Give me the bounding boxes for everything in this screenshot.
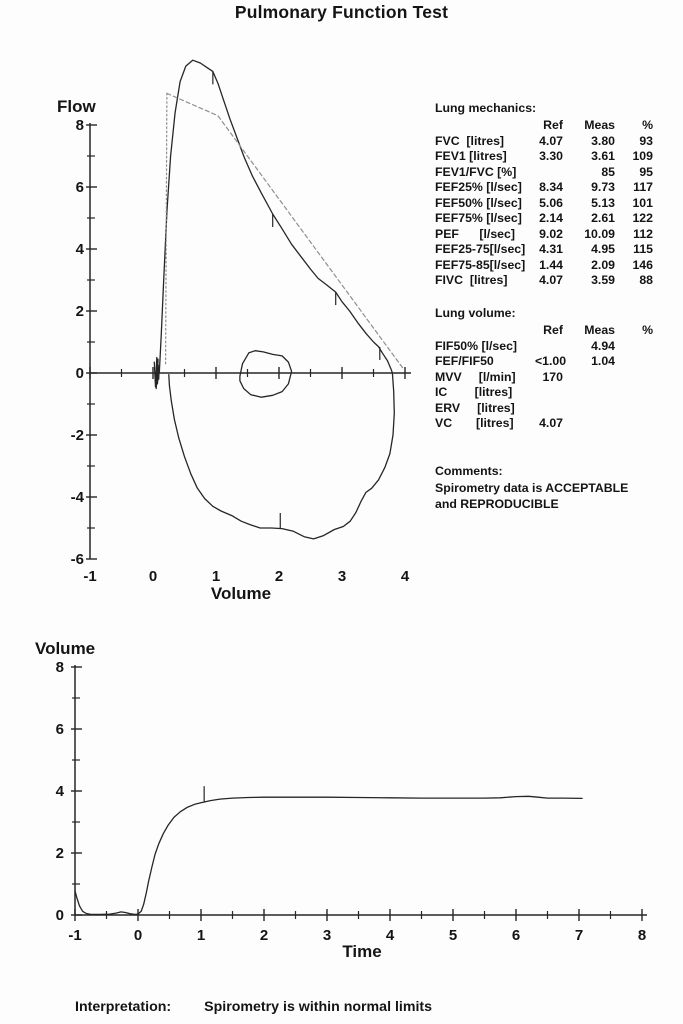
x-tick-label: 2 [259,927,269,944]
table-row [435,180,675,195]
origin-artifact [154,358,159,389]
column-header: % [642,118,653,133]
pct-value [615,339,653,354]
meas-value [563,416,615,431]
x-tick-label: 3 [337,568,347,585]
lung-volume-heading: Lung volume: [435,306,516,320]
ref-value: 3.30 [539,149,563,164]
y-axis-title: Flow [57,97,96,116]
ref-value: 4.31 [539,242,563,257]
meas-value: 85 [601,164,615,179]
column-header: Meas [584,118,615,133]
x-tick-label: 3 [322,927,332,944]
y-tick-label: 4 [55,783,64,800]
meas-value: 2.61 [591,211,615,226]
flow-volume-loop-chart [57,60,411,603]
interpretation-line [75,999,432,1015]
ref-value: 1.44 [539,257,563,272]
report-title: Pulmonary Function Test [234,2,449,22]
column-header-spacer [435,118,535,133]
lung-mechanics-heading: Lung mechanics: [435,101,537,115]
ref-value: 8.34 [539,180,563,195]
ref-value: 4.07 [539,416,563,431]
meas-value: 5.13 [591,195,615,210]
ref-value [535,165,563,180]
comments-section [435,464,675,512]
table-row [435,258,675,273]
row-label: FVC [litres] [435,133,505,148]
x-tick-label: 6 [511,927,521,944]
table-row [435,242,675,257]
x-tick-label: -1 [83,568,97,585]
row-label: FEF50% [l/sec] [435,195,522,210]
y-tick-label: -6 [70,551,84,568]
table-row [435,273,675,288]
table-row [435,165,675,180]
x-tick-label: 1 [196,927,206,944]
maximal-flow-volume-loop [159,60,394,539]
comments-line: and REPRODUCIBLE [435,496,559,511]
y-tick-label: 6 [55,721,64,738]
row-label: FIVC [litres] [435,272,508,287]
pct-value [615,416,653,431]
pct-value: 122 [632,211,653,226]
meas-value: 4.94 [591,338,615,353]
y-tick-label: 6 [75,179,84,196]
table-row [435,385,675,400]
y-tick-label: 2 [55,845,64,862]
meas-value: 3.59 [591,272,615,287]
column-header: % [642,323,653,338]
predicted-descent [167,93,403,368]
y-tick-label: 2 [75,303,84,320]
pct-value: 93 [639,133,653,148]
spirogram [75,796,582,914]
row-label: FEF25% [l/sec] [435,180,522,195]
x-tick-label: 0 [133,927,143,944]
ref-value: <1.00 [535,354,567,369]
table-row [435,370,675,385]
pct-value: 115 [633,242,653,257]
ref-value: 4.07 [539,272,563,287]
ref-value: 170 [542,369,563,384]
volume-time-curve-chart [35,639,647,961]
x-tick-label: 0 [148,568,158,585]
row-label: PEF [l/sec] [435,226,515,241]
table-row [435,339,675,354]
comments-heading: Comments: [435,464,503,478]
x-tick-label: 8 [637,927,647,944]
meas-value [563,385,615,400]
ref-value [535,339,563,354]
table-row [435,211,675,226]
meas-value: 3.80 [591,133,615,148]
y-tick-label: 8 [55,659,64,676]
x-tick-label: 2 [274,568,284,585]
x-tick-label: -1 [68,927,82,944]
table-row [435,401,675,416]
y-tick-label: 8 [75,117,84,134]
meas-value [563,401,615,416]
meas-value: 2.09 [591,257,615,272]
x-tick-label: 4 [385,927,395,944]
meas-value [563,370,615,385]
row-label: FEF/FIF50 [435,354,494,369]
x-axis-title: Volume [210,584,272,603]
ref-value [535,385,563,400]
x-tick-label: 1 [211,568,221,585]
y-tick-label: -4 [70,489,84,506]
x-tick-label: 5 [448,927,458,944]
ref-value: 4.07 [539,133,563,148]
y-tick-label: 0 [75,365,84,382]
column-header: Ref [543,118,563,133]
meas-value: 3.61 [591,149,615,164]
y-tick-label: 4 [75,241,84,258]
column-header: Ref [543,323,563,338]
ref-value: 5.06 [539,195,563,210]
x-tick-label: 4 [400,568,410,585]
row-label: FEV1 [litres] [435,149,507,164]
pct-value: 117 [633,180,653,195]
column-header-row [435,118,675,133]
column-header: Meas [584,323,615,338]
row-label: IC [litres] [435,385,513,400]
meas-value: 10.09 [584,226,615,241]
table-row [435,134,675,149]
row-label: MVV [l/min] [435,369,516,384]
row-label: FIF50% [l/sec] [435,338,518,353]
column-header-spacer [435,323,535,338]
pct-value [615,370,653,385]
x-axis-title: Time [342,942,382,961]
pct-value [615,385,653,400]
lung-volume-table [435,306,675,432]
row-label: FEF75-85[l/sec] [435,257,526,272]
table-row [435,354,675,369]
row-label: FEF25-75[l/sec] [435,242,526,257]
row-label: FEV1/FVC [%] [435,164,517,179]
meas-value: 4.95 [591,242,615,257]
predicted-rise [166,93,167,363]
pct-value: 101 [632,195,653,210]
y-tick-label: 0 [55,907,64,924]
row-label: FEF75% [l/sec] [435,211,522,226]
table-row [435,416,675,431]
pct-value [615,354,653,369]
interpretation-text: Spirometry is within normal limits [204,999,433,1015]
meas-value: 9.73 [591,180,615,195]
column-header-row [435,323,675,338]
table-row [435,196,675,211]
x-tick-label: 7 [574,927,584,944]
pct-value: 112 [633,226,653,241]
comments-line: Spirometry data is ACCEPTABLE [435,481,629,496]
ref-value: 9.02 [539,226,563,241]
pct-value: 88 [639,272,653,287]
y-tick-label: -2 [70,427,84,444]
y-axis-title: Volume [35,639,96,658]
ref-value [535,401,563,416]
table-row [435,149,675,164]
row-label: VC [litres] [435,416,514,431]
pct-value: 146 [632,257,653,272]
ref-value: 2.14 [539,211,563,226]
meas-value: 1.04 [591,354,615,369]
pct-value [615,401,653,416]
pct-value: 109 [632,149,653,164]
lung-mechanics-table [435,101,675,288]
interpretation-label: Interpretation: [75,999,172,1015]
table-row [435,227,675,242]
pct-value: 95 [639,164,653,179]
row-label: ERV [litres] [435,400,515,415]
